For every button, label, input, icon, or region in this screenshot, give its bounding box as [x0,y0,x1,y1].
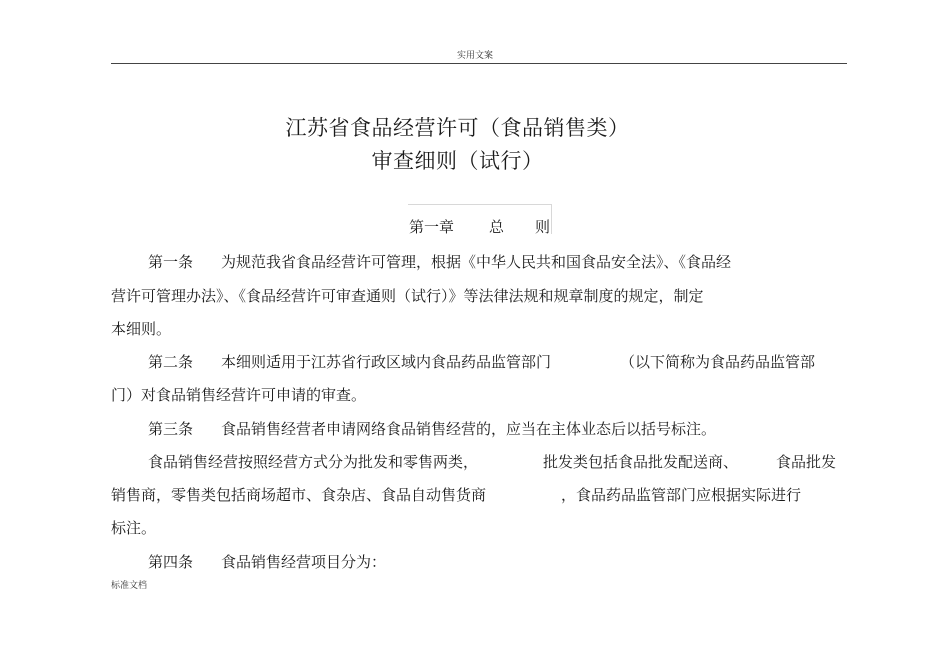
chapter-title-word2: 则 [535,218,551,236]
chapter-title-word1: 总 [489,218,505,236]
paragraph-sales-mode-line-1c: 食品批发 [776,453,837,471]
article-3-label: 第三条 [148,420,194,438]
page-footer-label: 标准文档 [111,581,148,591]
chapter-frame-right [551,204,552,234]
paragraph-sales-mode-line-2a: 销售商，零售类包括商场超市、食杂店、食品自动售货商 [111,486,487,504]
article-1-line-2: 营许可管理办法》、《食品经营许可审查通则（试行）》等法律法规和规章制度的规定，制定 [111,287,704,305]
article-2-line-1a: 本细则适用于江苏省行政区域内食品药品监管部门 [221,353,552,371]
article-3-line-1: 食品销售经营者申请网络食品销售经营的，应当在主体业态后以括号标注。 [221,420,717,438]
article-1-label: 第一条 [148,253,194,271]
article-4-label: 第四条 [148,553,194,571]
paragraph-sales-mode-line-3: 标注。 [111,519,157,537]
page-header-label: 实用文案 [456,51,493,61]
article-2-line-1b: （以下简称为食品药品监管部 [620,353,816,371]
article-2-label: 第二条 [148,353,194,371]
article-1-line-1: 为规范我省食品经营许可管理，根据《中华人民共和国食品安全法》、《食品经 [221,253,732,271]
header-divider [111,63,847,64]
article-2-line-2: 门）对食品销售经营许可申请的审查。 [111,386,367,404]
document-title-line1: 江苏省食品经营许可（食品销售类） [285,116,630,140]
article-1-line-3: 本细则。 [111,320,172,338]
chapter-number: 第一章 [409,218,455,236]
paragraph-sales-mode-line-1a: 食品销售经营按照经营方式分为批发和零售两类， [148,453,479,471]
article-4-line-1: 食品销售经营项目分为： [221,553,387,571]
paragraph-sales-mode-line-1b: 批发类包括食品批发配送商、 [543,453,739,471]
paragraph-sales-mode-line-2b: ，食品药品监管部门应根据实际进行 [561,486,802,504]
chapter-frame-top [408,204,551,205]
document-title-line2: 审查细则（试行） [371,149,544,173]
